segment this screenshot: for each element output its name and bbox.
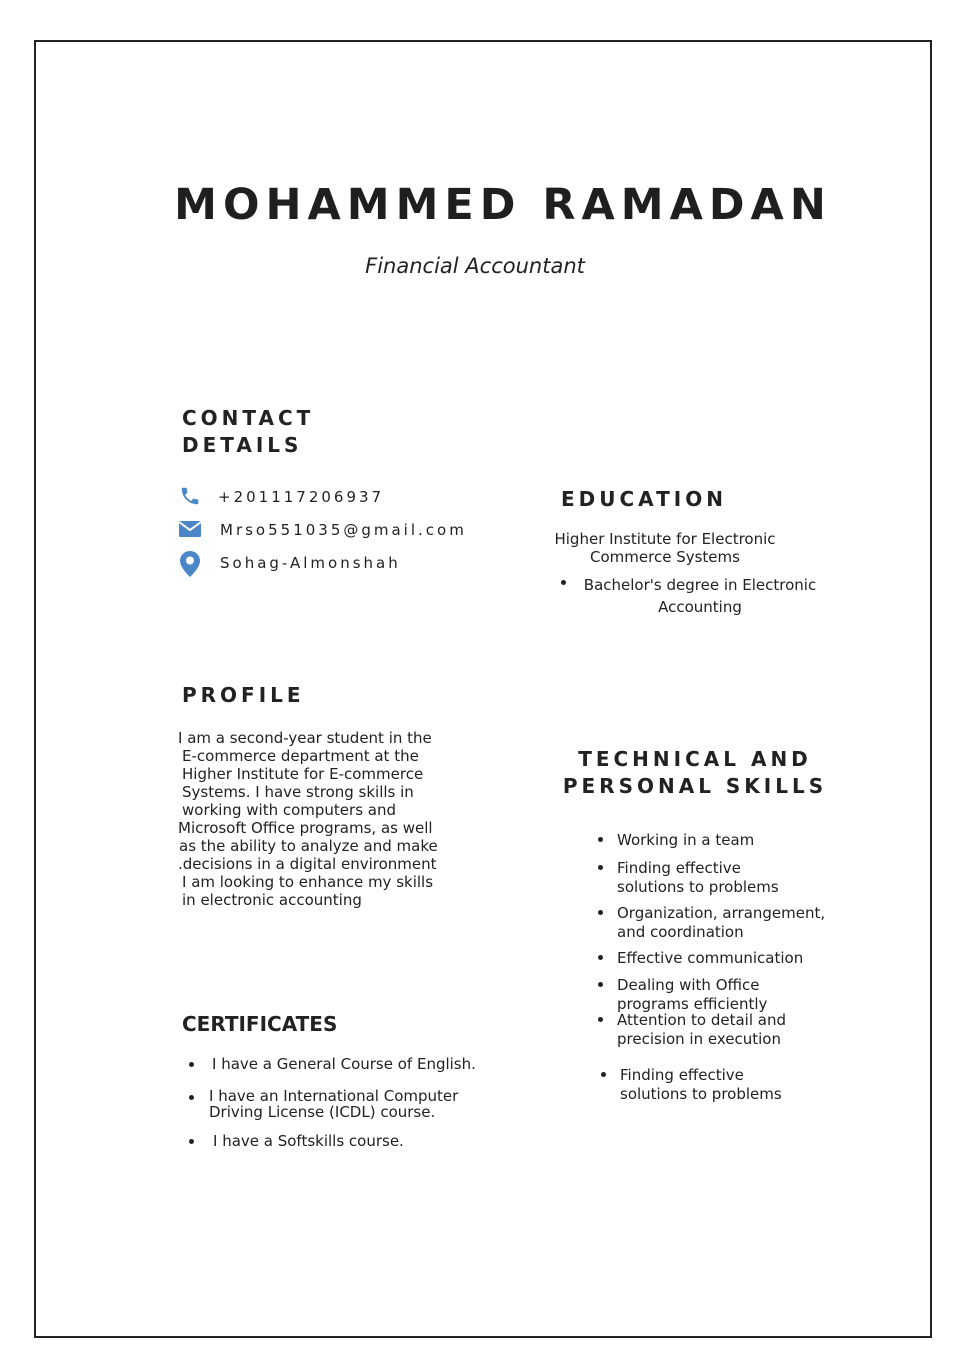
skill-bullet [598,865,603,870]
email-address: Mrso551035@gmail.com [220,521,467,539]
skill-text: Attention to detail and [617,1011,786,1029]
skill-text: Dealing with Office [617,976,760,994]
education-heading: EDUCATION [561,487,727,511]
resume-page [34,40,932,1338]
profile-heading: PROFILE [182,683,305,707]
skill-text: Finding effective [617,859,741,877]
education-institute-line2: Commerce Systems [590,548,740,566]
skill-bullet [598,982,603,987]
skill-text: solutions to problems [617,878,779,896]
job-title: Financial Accountant [365,254,585,278]
profile-line: I am looking to enhance my skills [182,873,434,891]
profile-line: as the ability to analyze and make [179,837,438,855]
skill-bullet [598,1017,603,1022]
certificate-text: I have a Softskills course. [213,1132,404,1150]
skill-text: Finding effective [620,1066,744,1084]
profile-line: Microsoft Office programs, as well [178,819,433,837]
skill-text: solutions to problems [620,1085,782,1103]
education-institute [540,530,790,566]
phone-icon [178,485,202,507]
contact-heading [182,405,314,459]
skill-bullet [598,837,603,842]
skill-bullet [601,1072,606,1077]
education-degree [575,574,825,618]
skills-heading-line1: TECHNICAL AND [578,747,812,771]
profile-line: I am a second-year student in the [178,729,432,747]
candidate-name: MOHAMMED RAMADAN [174,180,832,230]
skill-text: Effective communication [617,949,804,967]
skill-text: precision in execution [617,1030,781,1048]
skill-text: and coordination [617,923,744,941]
profile-line: working with computers and [182,801,396,819]
education-degree-line2: Accounting [658,598,742,616]
certificate-text: I have a General Course of English. [212,1055,476,1073]
education-bullet [561,580,566,585]
contact-heading-line1: CONTACT [182,406,315,430]
location: Sohag-Almonshah [220,554,401,572]
profile-text [178,729,448,909]
certificate-text: Driving License (ICDL) course. [209,1103,436,1121]
skill-text: Working in a team [617,831,755,849]
location-pin-icon [179,550,201,578]
profile-line: Systems. I have strong skills in [182,783,414,801]
certificate-bullet [189,1139,194,1144]
contact-heading-line2: DETAILS [182,433,303,457]
certificate-text: I have an International Computer [209,1087,459,1105]
profile-line: E-commerce department at the [182,747,419,765]
skill-bullet [598,910,603,915]
profile-line: .decisions in a digital environment [178,855,437,873]
profile-line: in electronic accounting [182,891,362,909]
skill-text: Organization, arrangement, [617,904,826,922]
certificate-bullet [189,1062,194,1067]
phone-number: +201117206937 [218,488,385,506]
education-degree-line1: Bachelor's degree in Electronic [583,576,817,594]
skills-heading-line2: PERSONAL SKILLS [562,774,828,798]
email-icon [178,520,202,538]
skill-text: programs efficiently [617,995,768,1013]
certificate-bullet [189,1095,194,1100]
profile-line: Higher Institute for E-commerce [182,765,424,783]
skill-bullet [598,955,603,960]
education-institute-line1: Higher Institute for Electronic [554,530,776,548]
certificates-heading: CERTIFICATES [182,1012,338,1036]
skills-heading [540,746,850,800]
